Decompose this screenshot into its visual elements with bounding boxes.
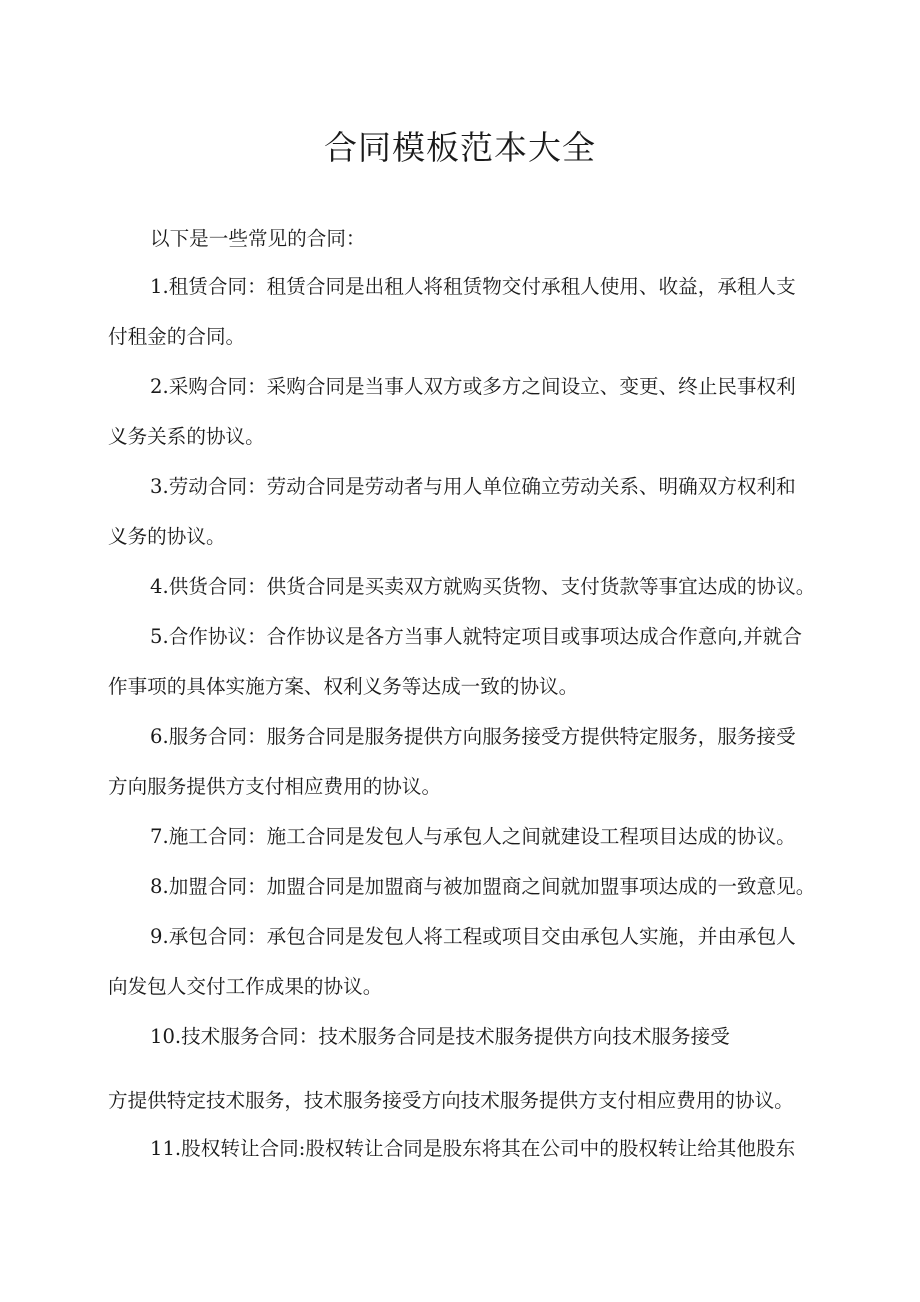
item-11-line-1: 11.股权转让合同:股权转让合同是股东将其在公司中的股权转让给其他股东 — [150, 1137, 796, 1160]
item-5-line-1: 5.合作协议：合作协议是各方当事人就特定项目或事项达成合作意向,并就合 — [150, 625, 802, 648]
item-6-line-2: 方向服务提供方支付相应费用的协议。 — [108, 775, 442, 798]
item-3-line-1: 3.劳动合同：劳动合同是劳动者与用人单位确立劳动关系、明确双方权利和 — [150, 475, 796, 498]
item-2-line-2: 义务关系的协议。 — [108, 425, 265, 448]
item-1-line-2: 付租金的合同。 — [108, 325, 246, 348]
item-9-line-2: 向发包人交付工作成果的协议。 — [108, 975, 383, 998]
item-9-line-1: 9.承包合同：承包合同是发包人将工程或项目交由承包人实施，并由承包人 — [150, 925, 796, 948]
item-10-line-1: 10.技术服务合同：技术服务合同是技术服务提供方向技术服务接受 — [150, 1025, 730, 1048]
item-2-line-1: 2.采购合同：采购合同是当事人双方或多方之间设立、变更、终止民事权利 — [150, 375, 796, 398]
intro-line: 以下是一些常见的合同： — [150, 227, 366, 250]
item-3-line-2: 义务的协议。 — [108, 525, 226, 548]
item-4-line-1: 4.供货合同：供货合同是买卖双方就购买货物、支付货款等事宜达成的协议。 — [150, 575, 816, 598]
document-title: 合同模板范本大全 — [324, 128, 596, 167]
item-10-line-2: 方提供特定技术服务，技术服务接受方向技术服务提供方支付相应费用的协议。 — [108, 1089, 794, 1112]
item-7-line-1: 7.施工合同：施工合同是发包人与承包人之间就建设工程项目达成的协议。 — [150, 825, 796, 848]
item-6-line-1: 6.服务合同：服务合同是服务提供方向服务接受方提供特定服务，服务接受 — [150, 725, 796, 748]
item-8-line-1: 8.加盟合同：加盟合同是加盟商与被加盟商之间就加盟事项达成的一致意见。 — [150, 875, 816, 898]
item-5-line-2: 作事项的具体实施方案、权利义务等达成一致的协议。 — [108, 675, 579, 698]
item-1-line-1: 1.租赁合同：租赁合同是出租人将租赁物交付承租人使用、收益，承租人支 — [150, 275, 796, 298]
